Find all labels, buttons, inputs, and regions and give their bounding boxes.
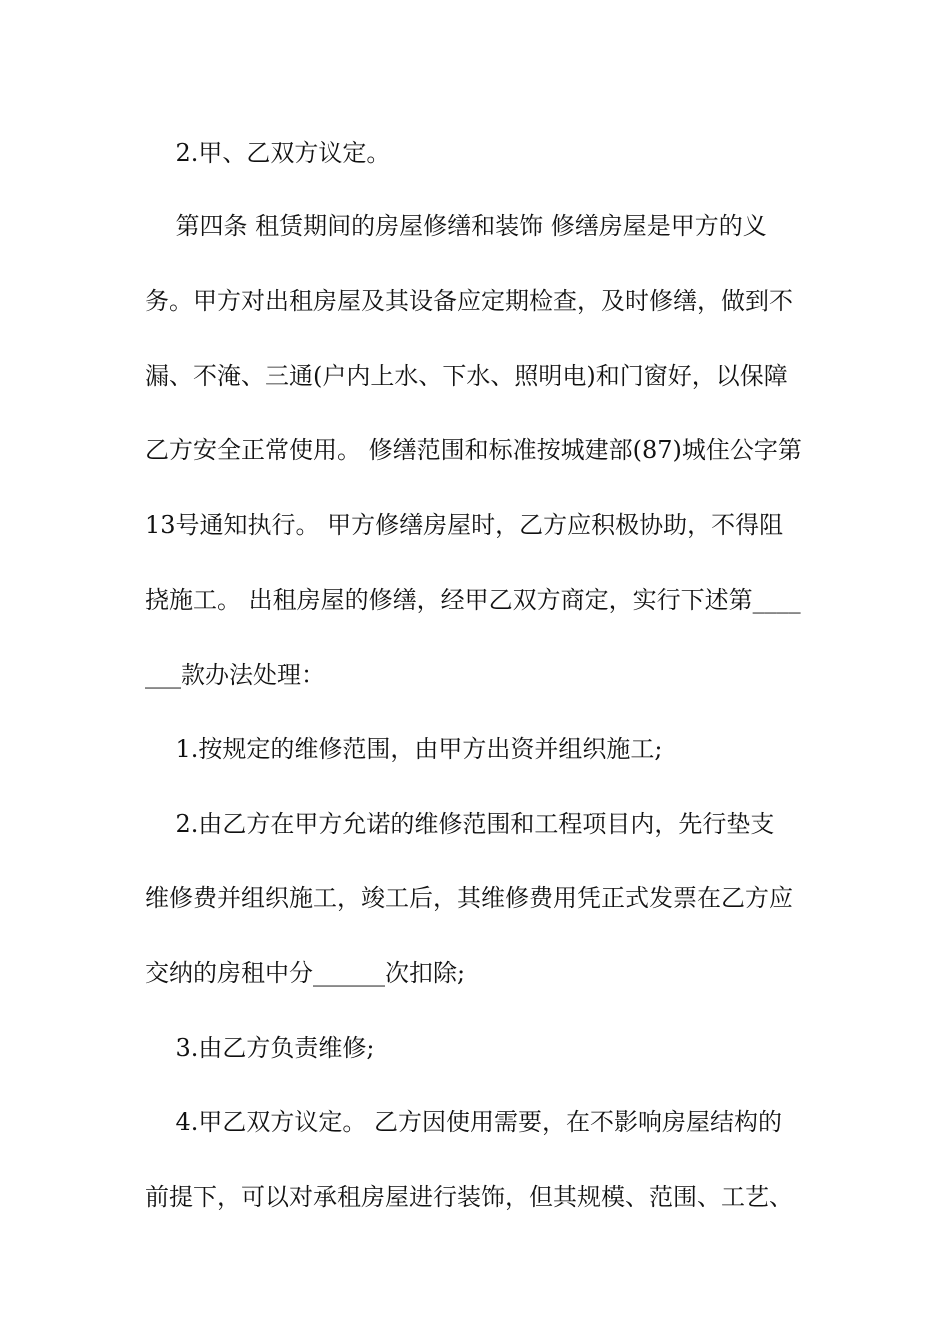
text-line: 1.按规定的维修范围，由甲方出资并组织施工; bbox=[145, 735, 663, 763]
text-line: 交纳的房租中分______次扣除; bbox=[145, 959, 466, 987]
text-line: 乙方安全正常使用。 修缮范围和标准按城建部(87)城住公字第 bbox=[145, 436, 802, 464]
text-line: ___款办法处理： bbox=[145, 661, 325, 689]
text-line: 4.甲乙双方议定。 乙方因使用需要，在不影响房屋结构的 bbox=[145, 1108, 783, 1136]
text-line: 维修费并组织施工，竣工后，其维修费用凭正式发票在乙方应 bbox=[145, 884, 793, 912]
text-line: 前提下，可以对承租房屋进行装饰，但其规模、范围、工艺、 bbox=[145, 1183, 793, 1211]
text-line: 13号通知执行。 甲方修缮房屋时，乙方应积极协助，不得阻 bbox=[145, 511, 784, 539]
text-line: 3.由乙方负责维修; bbox=[145, 1034, 375, 1062]
text-line: 漏、不淹、三通(户内上水、下水、照明电)和门窗好，以保障 bbox=[145, 362, 788, 390]
text-line: 2.由乙方在甲方允诺的维修范围和工程项目内，先行垫支 bbox=[145, 810, 775, 838]
text-line: 第四条 租赁期间的房屋修缮和装饰 修缮房屋是甲方的义 bbox=[145, 212, 767, 240]
text-line: 务。甲方对出租房屋及其设备应定期检查，及时修缮，做到不 bbox=[145, 287, 793, 315]
text-line: 挠施工。 出租房屋的修缮，经甲乙双方商定，实行下述第____ bbox=[145, 586, 801, 614]
text-line: 2.甲、乙双方议定。 bbox=[145, 139, 391, 167]
